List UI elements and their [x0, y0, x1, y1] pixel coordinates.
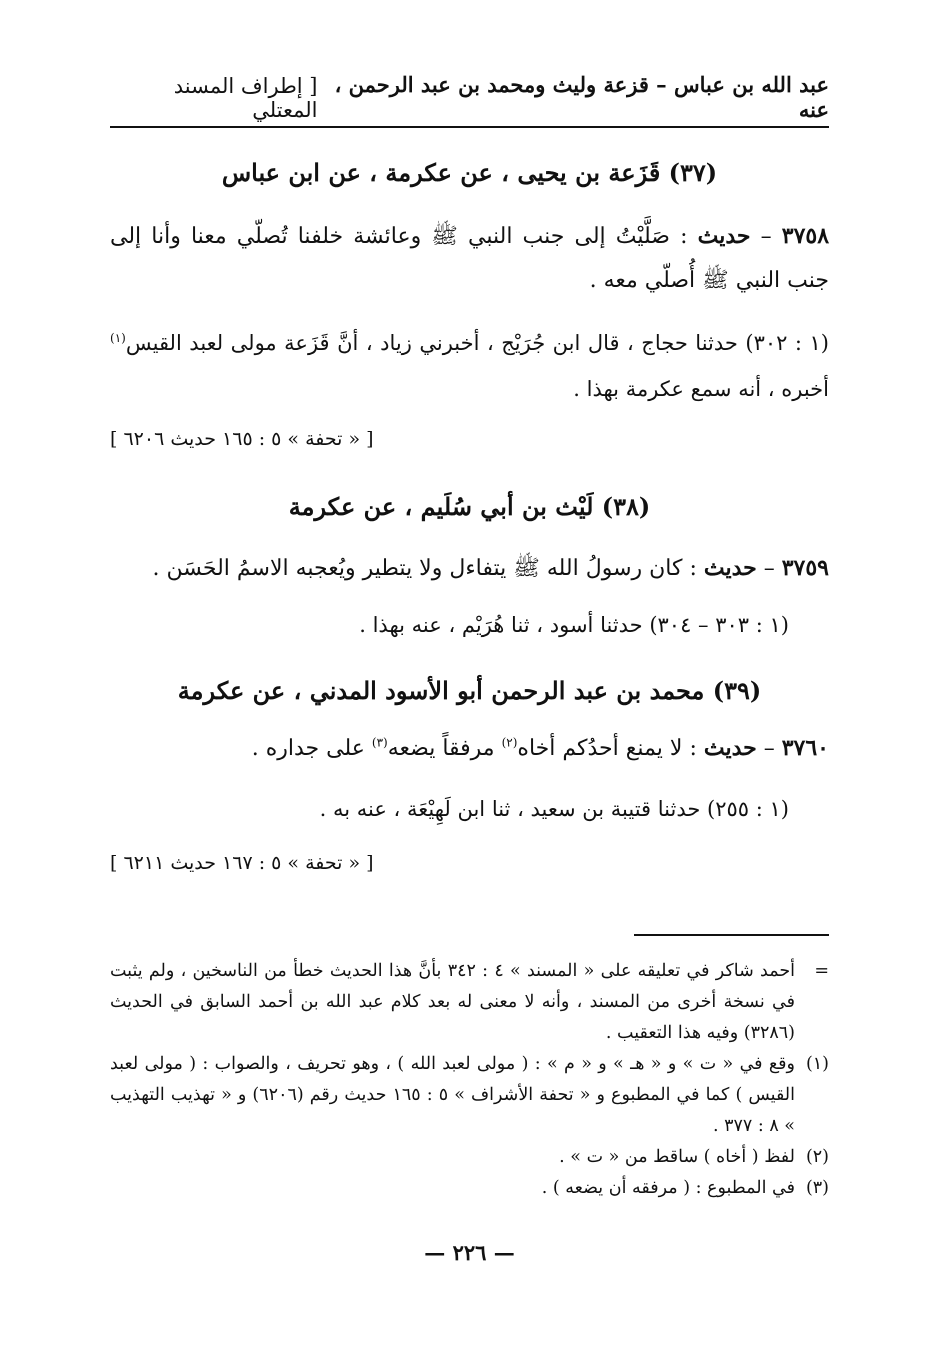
hadith-text: على جداره . [251, 736, 365, 761]
tuhfa-reference: [ « تحفة » ٥ : ١٦٧ حديث ٦٢١١ ] [110, 852, 374, 874]
footnote-mark: (١) [805, 1054, 829, 1074]
hadith-number: ٣٧٥٩ [781, 555, 829, 581]
hadith-text: مرفقاً يضعه [387, 736, 495, 761]
chain-3758 [110, 320, 829, 412]
footnote-text: أحمد شاكر في تعليقه على « المسند » ٤ : ٣٤٢ بأنَّ هذا الحديث خطأ من الناسخين ، ولم يثبت في نسخة أخرى من المسند ، وأنه لا معنى له بعد كلام عبد الله بن أحمد السابق في الحديث (٣٢٨٦) وفيه هذا التعقيب . [110, 961, 795, 1043]
footnote-ref-2: (٢) [501, 735, 518, 750]
chain-text: (١ : ٣٠٢) حدثنا حجاج ، قال ابن جُرَيْج ، أخبرني زياد ، أنَّ قَزَعة مولى لعبد القيس [125, 331, 829, 355]
footnote-divider [634, 934, 829, 936]
book-page [110, 0, 829, 1372]
page-number: — ٢٢٦ — [424, 1240, 515, 1265]
header-book-name: [ إطراف المسند المعتلي [173, 74, 318, 122]
hadith-3760: ٣٧٦٠ – حديث : لا يمنع أحدُكم أخاه$^{(٢)}$ مرفقاً يضعه$^{(٣)}$ على جداره . [251, 735, 829, 761]
hadith-text: : صَلَّيْتُ إلى جنب النبي ﷺ وعائشة خلفنا تُصلّي معنا وأنا إلى جنب النبي ﷺ أُصلّي معه . [110, 224, 829, 293]
footnote-ref-1: (١) [110, 331, 126, 345]
footnote-mark: = [814, 961, 829, 981]
footnote-mark: (٣) [805, 1178, 829, 1198]
hadith-text: : لا يمنع أحدُكم أخاه [517, 736, 697, 761]
chain-3759: (١ : ٣٠٣ – ٣٠٤) حدثنا أسود ، ثنا هُرَيْم ، عنه بهذا . [359, 613, 789, 637]
footnote-3 [110, 1173, 829, 1204]
section-title-39: (٣٩) محمد بن عبد الرحمن أبو الأسود المدني ، عن عكرمة [177, 676, 762, 705]
hadith-text: : كان رسولُ الله ﷺ يتفاءل ولا يتطير ويُعجبه الاسمُ الحَسَن . [152, 556, 697, 581]
footnotes [110, 956, 829, 1204]
hadith-keyword: حديث [703, 555, 757, 581]
footnote-text: لفظ ( أخاه ) ساقط من « ت » . [559, 1147, 795, 1167]
hadith-3759: ٣٧٥٩ – حديث : كان رسولُ الله ﷺ يتفاءل ولا يتطير ويُعجبه الاسمُ الحَسَن . [152, 555, 829, 581]
tuhfa-reference: [ « تحفة » ٥ : ١٦٥ حديث ٦٢٠٦ ] [110, 428, 374, 450]
hadith-number: ٣٧٦٠ [781, 735, 829, 761]
chain-text-end: أخبره ، أنه سمع عكرمة بهذا . [573, 377, 829, 401]
hadith-3758: ٣٧٥٨ – حديث : صَلَّيْتُ إلى جنب النبي ﷺ وعائشة خلفنا تُصلّي معنا وأنا إلى جنب النبي ﷺ أُصلّي معه . [110, 223, 830, 293]
footnote-text: في المطبوع : ( مرفقه أن يضعه ) . [541, 1178, 795, 1198]
footnote-mark: (٢) [805, 1147, 829, 1167]
footnote-1 [110, 1049, 829, 1142]
hadith-keyword: حديث [697, 223, 751, 249]
running-header [110, 72, 829, 128]
footnote-2 [110, 1142, 829, 1173]
hadith-number: ٣٧٥٨ [781, 223, 830, 249]
section-title-37: (٣٧) قَزَعة بن يحيى ، عن عكرمة ، عن ابن عباس [221, 158, 718, 187]
chain-3760: (١ : ٢٥٥) حدثنا قتيبة بن سعيد ، ثنا ابن لَهِيْعَة ، عنه به . [319, 797, 789, 821]
hadith-keyword: حديث [703, 735, 757, 761]
footnote-continuation [110, 956, 829, 1049]
section-title-38: (٣٨) لَيْث بن أبي سُلَيم ، عن عكرمة [288, 492, 651, 521]
footnote-ref-3: (٣) [371, 735, 388, 750]
footnote-text: وقع في « ت » و « هـ » و « م » : ( مولى لعبد الله ) ، وهو تحريف ، والصواب : ( مولى لعبد القيس ) كما في المطبوع و « تحفة الأشراف » ٥ : ١٦٥ حديث رقم (٦٢٠٦) و « تهذيب التهذيب » ٨ : ٣٧٧ . [110, 1054, 795, 1136]
header-title: عبد الله بن عباس – قزعة وليث ومحمد بن عبد الرحمن ، عنه [334, 72, 829, 122]
